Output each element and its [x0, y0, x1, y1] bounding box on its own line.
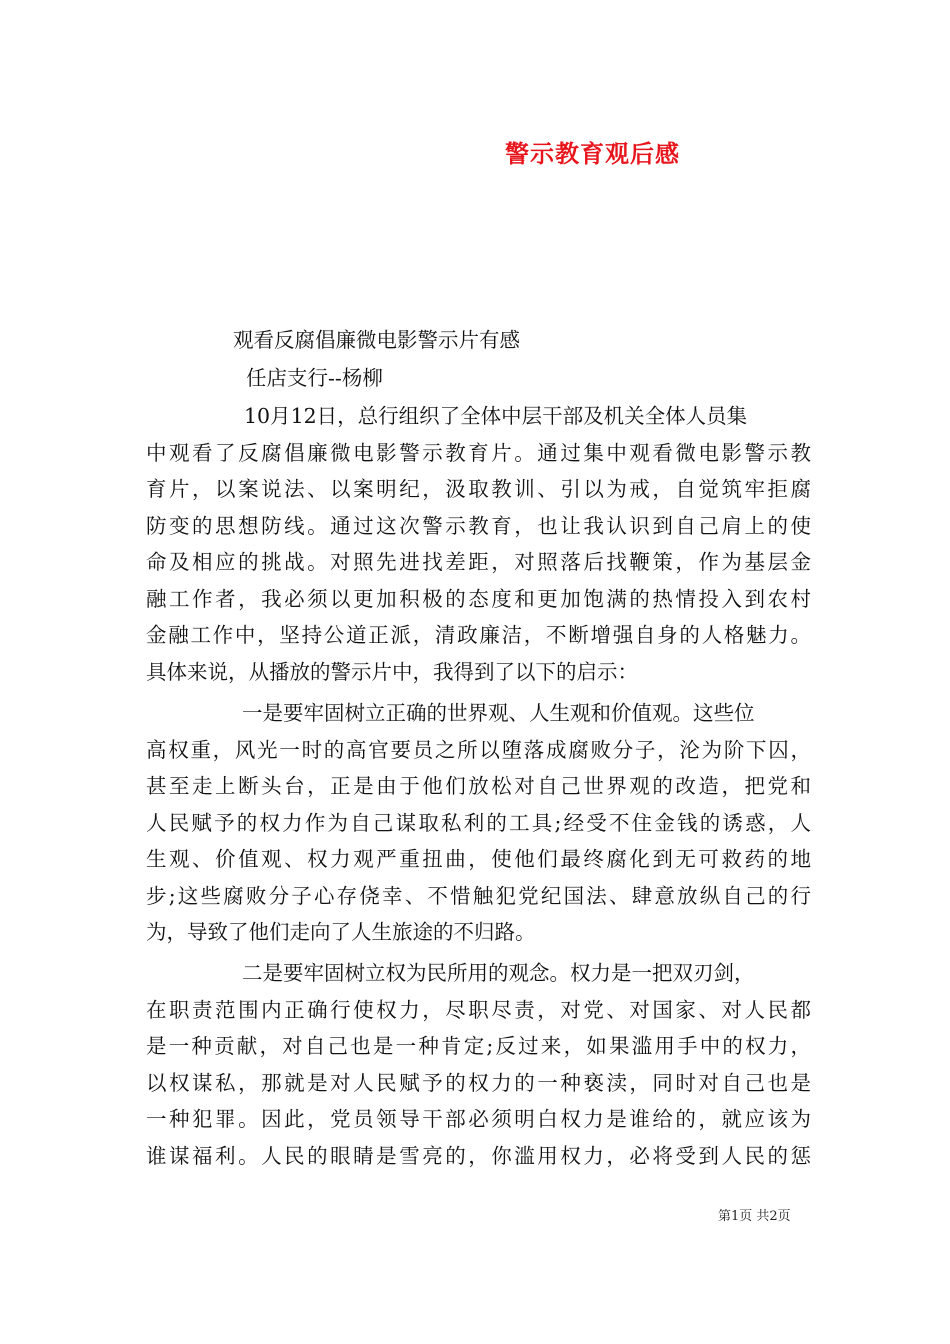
document-subtitle: 观看反腐倡廉微电影警示片有感: [233, 328, 520, 352]
paragraph-line: 融工作者，我必须以更加积极的态度和更加饱满的热情投入到农村: [146, 586, 811, 611]
paragraph-line: 谁谋福利。人民的眼睛是雪亮的，你滥用权力，必将受到人民的惩: [146, 1143, 811, 1168]
paragraph-line: 人民赋予的权力作为自己谋取私利的工具;经受不住金钱的诱惑，人: [146, 810, 811, 835]
document-title: 警示教育观后感: [505, 139, 680, 168]
paragraph-line: 育片，以案说法、以案明纪，汲取教训、引以为戒，自觉筑牢拒腐: [146, 477, 811, 501]
paragraph-2: [146, 695, 811, 951]
page-number-footer: 第1页 共2页: [718, 1209, 791, 1224]
paragraph-line: 生观、价值观、权力观严重扭曲，使他们最终腐化到无可救药的地: [146, 847, 811, 871]
paragraph-line: 金融工作中，坚持公道正派，清政廉洁，不断增强自身的人格魅力。: [146, 623, 811, 647]
paragraph-line: 二是要牢固树立权为民所用的观念。权力是一把双刃剑，: [242, 961, 755, 985]
paragraph-line: 在职责范围内正确行使权力，尽职尽责，对党、对国家、对人民都: [146, 997, 811, 1022]
paragraph-line: 步;这些腐败分子心存侥幸、不惜触犯党纪国法、肆意放纵自己的行: [146, 883, 811, 908]
paragraph-line: 以权谋私，那就是对人民赋予的权力的一种亵渎，同时对自己也是: [146, 1070, 811, 1095]
paragraph-line: 一种犯罪。因此，党员领导干部必须明白权力是谁给的，就应该为: [146, 1107, 811, 1131]
paragraph-line: 中观看了反腐倡廉微电影警示教育片。通过集中观看微电影警示教: [146, 440, 811, 465]
author-line: 任店支行--杨柳: [246, 366, 383, 390]
paragraph-line: 10月12日，总行组织了全体中层干部及机关全体人员集: [244, 404, 748, 428]
paragraph-3: [146, 955, 811, 1174]
paragraph-1: [146, 398, 811, 690]
paragraph-line: 具体来说，从播放的警示片中，我得到了以下的启示：: [146, 659, 638, 684]
paragraph-line: 防变的思想防线。通过这次警示教育，也让我认识到自己肩上的使: [146, 513, 811, 538]
paragraph-line: 命及相应的挑战。对照先进找差距，对照落后找鞭策，作为基层金: [146, 550, 811, 574]
paragraph-line: 为，导致了他们走向了人生旅途的不归路。: [146, 920, 536, 944]
paragraph-line: 是一种贡献，对自己也是一种肯定;反过来，如果滥用手中的权力，: [146, 1034, 811, 1058]
paragraph-line: 高权重，风光一时的高官要员之所以堕落成腐败分子，沦为阶下囚，: [146, 737, 811, 762]
paragraph-line: 一是要牢固树立正确的世界观、人生观和价值观。这些位: [242, 701, 755, 725]
paragraph-line: 甚至走上断头台，正是由于他们放松对自己世界观的改造，把党和: [146, 774, 811, 798]
